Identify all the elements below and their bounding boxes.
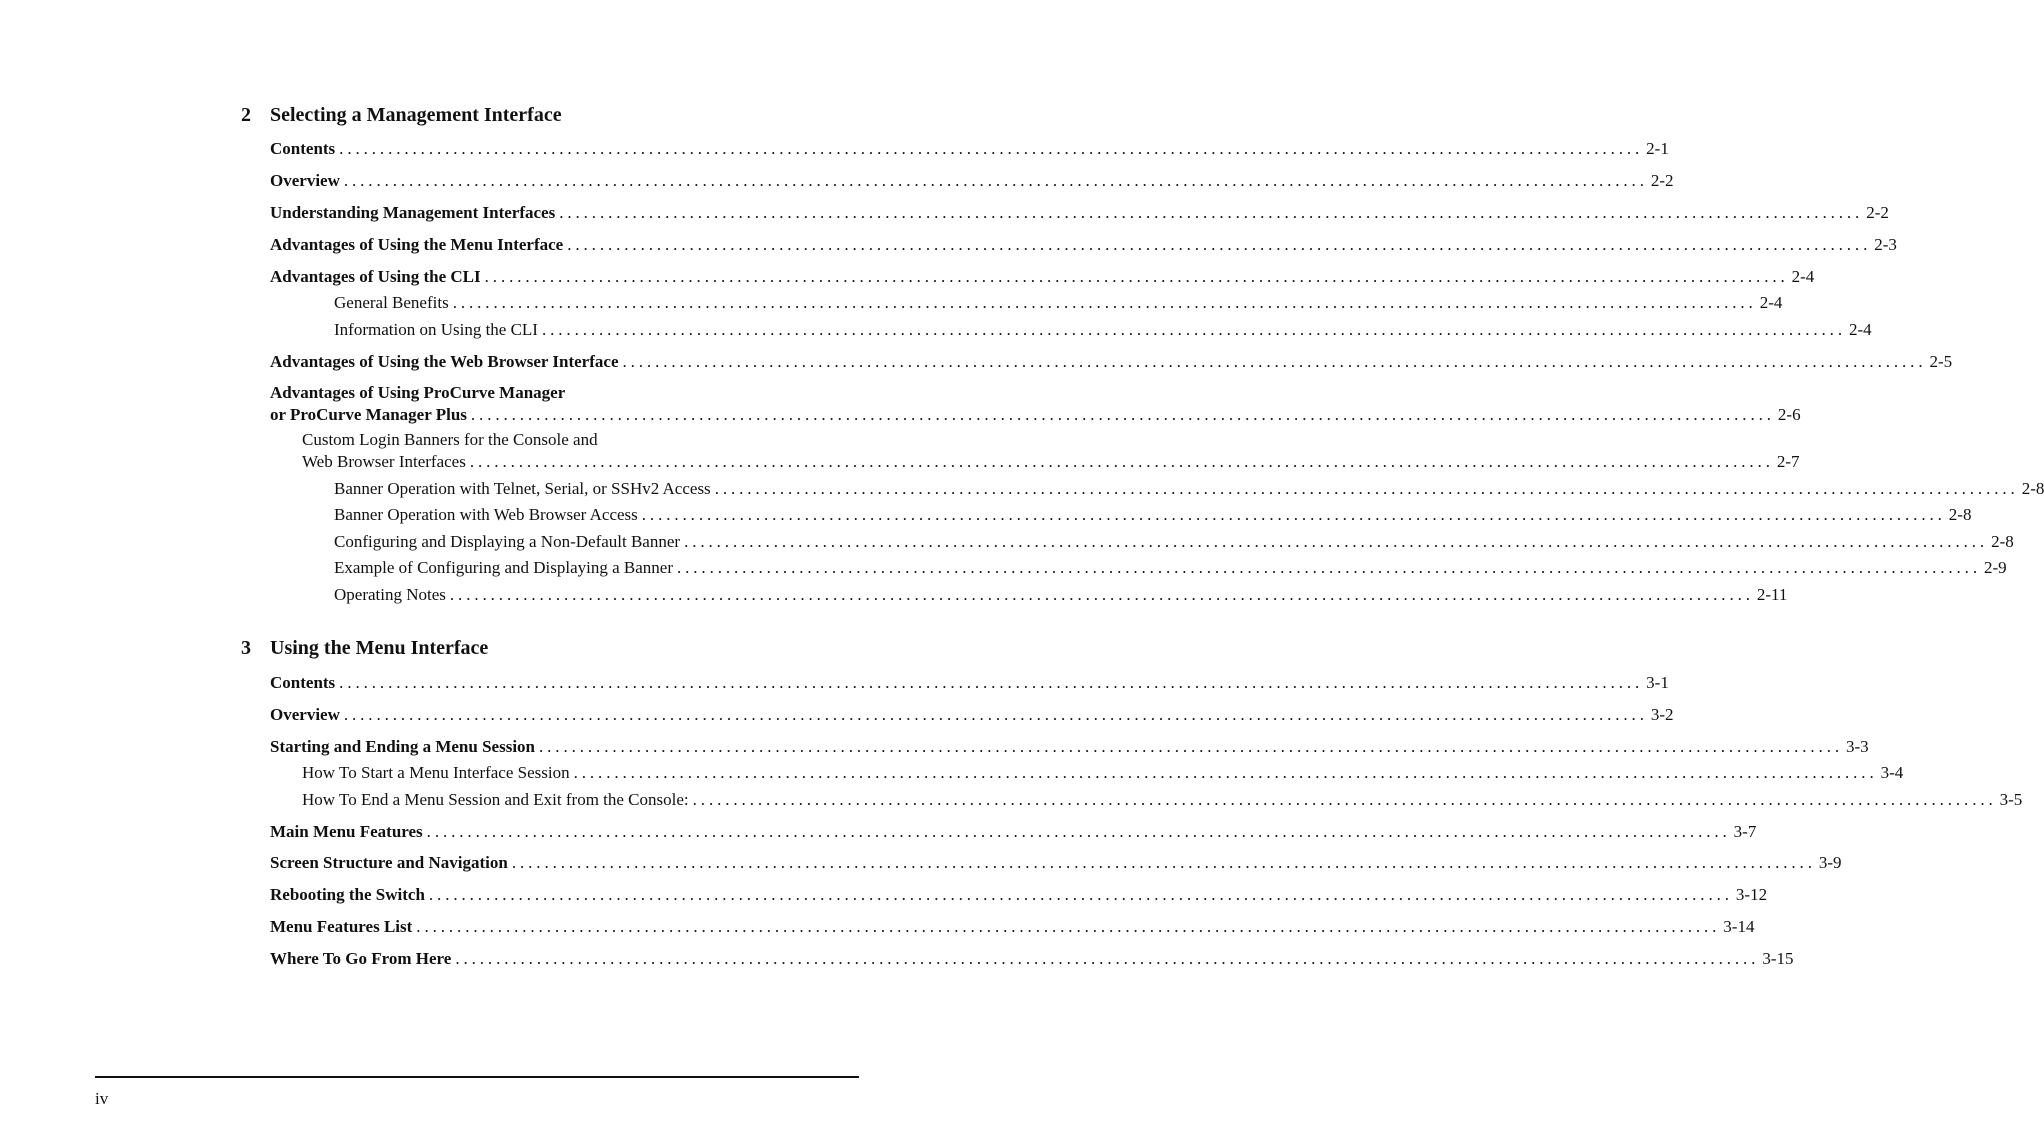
- toc-entry-title: or ProCurve Manager Plus: [270, 405, 467, 424]
- dot-leader: ................................................................................................................................................................: [559, 203, 1864, 222]
- toc-entry-page: 3-14: [1723, 917, 1755, 936]
- toc-entry[interactable]: [334, 504, 1972, 526]
- toc-entry[interactable]: [334, 584, 1788, 606]
- dot-leader: ................................................................................................................................................................: [455, 949, 1760, 968]
- chapter-title: Selecting a Management Interface: [270, 104, 562, 126]
- toc-entry[interactable]: [270, 736, 1869, 758]
- toc-entry-page: 2-3: [1874, 235, 1897, 254]
- dot-leader: ................................................................................................................................................................: [541, 320, 1846, 339]
- toc-entry-page: 2-11: [1756, 585, 1788, 604]
- toc-entry-title: Main Menu Features: [270, 822, 423, 841]
- toc-entry[interactable]: [270, 916, 1755, 938]
- toc-entry-title: Banner Operation with Telnet, Serial, or SSHv2 Access: [334, 479, 711, 498]
- dot-leader: ................................................................................................................................................................: [416, 917, 1721, 936]
- toc-entry-page: 2-8: [1948, 505, 1972, 524]
- dot-leader: ................................................................................................................................................................: [343, 705, 1648, 724]
- toc-entry-page: 2-4: [1759, 293, 1783, 312]
- toc-entry-page: 3-1: [1646, 673, 1669, 692]
- toc-entry-page: 2-2: [1866, 203, 1889, 222]
- toc-entry[interactable]: [302, 789, 2023, 811]
- toc-entry-title: Example of Configuring and Displaying a Banner: [334, 558, 673, 577]
- dot-leader: ................................................................................................................................................................: [573, 763, 1878, 782]
- dot-leader: ................................................................................................................................................................: [622, 352, 1927, 371]
- toc-entry[interactable]: [334, 557, 2007, 579]
- toc-entry-page: 2-9: [1983, 558, 2007, 577]
- toc-entry-title: Understanding Management Interfaces: [270, 203, 556, 222]
- toc-entry-title: Operating Notes: [334, 585, 446, 604]
- toc-entry-title: Web Browser Interfaces: [302, 452, 466, 471]
- toc-entry[interactable]: [334, 319, 1872, 341]
- toc-entry[interactable]: [270, 170, 1674, 192]
- toc-entry-first-line: Advantages of Using ProCurve Manager: [270, 383, 566, 402]
- toc-entry-page: 2-8: [2021, 479, 2044, 498]
- toc-entry-title: General Benefits: [334, 293, 449, 312]
- dot-leader: ................................................................................................................................................................: [511, 853, 1816, 872]
- dot-leader: ................................................................................................................................................................: [484, 267, 1789, 286]
- toc-entry-page: 3-7: [1733, 822, 1757, 841]
- toc-entry-first-line: Custom Login Banners for the Console and: [302, 430, 598, 449]
- toc-entry-page: 2-1: [1646, 139, 1669, 158]
- toc-entry[interactable]: [334, 531, 2014, 553]
- toc-entry[interactable]: [270, 884, 1768, 906]
- toc-entry[interactable]: [270, 821, 1757, 843]
- toc-entry[interactable]: [270, 704, 1674, 726]
- chapter-title: Using the Menu Interface: [270, 637, 489, 659]
- toc-entry-page: 3-5: [1999, 790, 2023, 809]
- toc-entry-title: Advantages of Using the CLI: [270, 267, 481, 286]
- dot-leader: ................................................................................................................................................................: [567, 235, 1872, 254]
- toc-entry-title: Overview: [270, 171, 340, 190]
- toc-entry-page: 2-4: [1848, 320, 1872, 339]
- toc-entry[interactable]: [270, 351, 1953, 373]
- toc-entry-title: How To Start a Menu Interface Session: [302, 763, 570, 782]
- toc-entry[interactable]: [334, 478, 2044, 500]
- footer-page-number: iv: [95, 1089, 109, 1108]
- toc-entry-title: Contents: [270, 673, 336, 692]
- toc-entry-page: 3-4: [1880, 763, 1904, 782]
- toc-entry[interactable]: [302, 762, 1904, 784]
- toc-entry[interactable]: [270, 948, 1794, 970]
- toc-entry-title: Rebooting the Switch: [270, 885, 425, 904]
- toc-entry[interactable]: [270, 138, 1669, 160]
- chapter-number: 2: [241, 104, 251, 126]
- dot-leader: ................................................................................................................................................................: [676, 558, 1981, 577]
- toc-entry[interactable]: [302, 451, 1800, 473]
- footer-divider: [95, 1076, 859, 1078]
- toc-entry-title: Menu Features List: [270, 917, 413, 936]
- dot-leader: ................................................................................................................................................................: [684, 532, 1989, 551]
- toc-entry-page: 2-8: [1991, 532, 2014, 551]
- toc-entry-title: Banner Operation with Web Browser Access: [334, 505, 638, 524]
- toc-entry-title: Starting and Ending a Menu Session: [270, 737, 535, 756]
- toc-entry-page: 2-6: [1777, 405, 1801, 424]
- dot-leader: ................................................................................................................................................................: [470, 405, 1775, 424]
- toc-entry[interactable]: [270, 852, 1842, 874]
- toc-entry[interactable]: [270, 672, 1669, 694]
- dot-leader: ................................................................................................................................................................: [428, 885, 1733, 904]
- dot-leader: ................................................................................................................................................................: [339, 139, 1644, 158]
- toc-entry-page: 3-12: [1735, 885, 1768, 904]
- dot-leader: ................................................................................................................................................................: [714, 479, 2019, 498]
- dot-leader: ................................................................................................................................................................: [426, 822, 1731, 841]
- toc-entry-title: Configuring and Displaying a Non-Default Banner: [334, 532, 681, 551]
- toc-entry-title: Information on Using the CLI: [334, 320, 538, 339]
- toc-entry[interactable]: [270, 266, 1815, 288]
- dot-leader: ................................................................................................................................................................: [539, 737, 1843, 756]
- toc-entry[interactable]: [334, 292, 1783, 314]
- toc-entry-title: Overview: [270, 705, 340, 724]
- dot-leader: ................................................................................................................................................................: [469, 452, 1774, 471]
- toc-entry-title: Screen Structure and Navigation: [270, 853, 508, 872]
- toc-entry-page: 3-9: [1818, 853, 1842, 872]
- toc-entry[interactable]: [270, 404, 1801, 426]
- toc-entry-page: 3-2: [1650, 705, 1674, 724]
- toc-entry-page: 2-5: [1929, 352, 1953, 371]
- dot-leader: ................................................................................................................................................................: [343, 171, 1648, 190]
- toc-entry-page: 2-4: [1791, 267, 1815, 286]
- toc-entry-title: How To End a Menu Session and Exit from the Console:: [302, 790, 689, 809]
- toc-entry-page: 3-15: [1762, 949, 1794, 968]
- dot-leader: ................................................................................................................................................................: [339, 673, 1644, 692]
- toc-entry-title: Advantages of Using the Menu Interface: [270, 235, 564, 254]
- toc-entry-page: 2-2: [1650, 171, 1674, 190]
- dot-leader: ................................................................................................................................................................: [449, 585, 1754, 604]
- toc-entry-title: Contents: [270, 139, 336, 158]
- dot-leader: ................................................................................................................................................................: [641, 505, 1946, 524]
- toc-entry[interactable]: [270, 202, 1889, 224]
- toc-entry-page: 2-7: [1776, 452, 1800, 471]
- toc-entry-title: Where To Go From Here: [270, 949, 452, 968]
- dot-leader: ................................................................................................................................................................: [452, 293, 1757, 312]
- toc-entry[interactable]: [270, 234, 1897, 256]
- chapter-number: 3: [241, 637, 251, 659]
- toc-entry-page: 3-3: [1846, 737, 1869, 756]
- dot-leader: ................................................................................................................................................................: [692, 790, 1997, 809]
- toc-entry-title: Advantages of Using the Web Browser Interface: [270, 352, 619, 371]
